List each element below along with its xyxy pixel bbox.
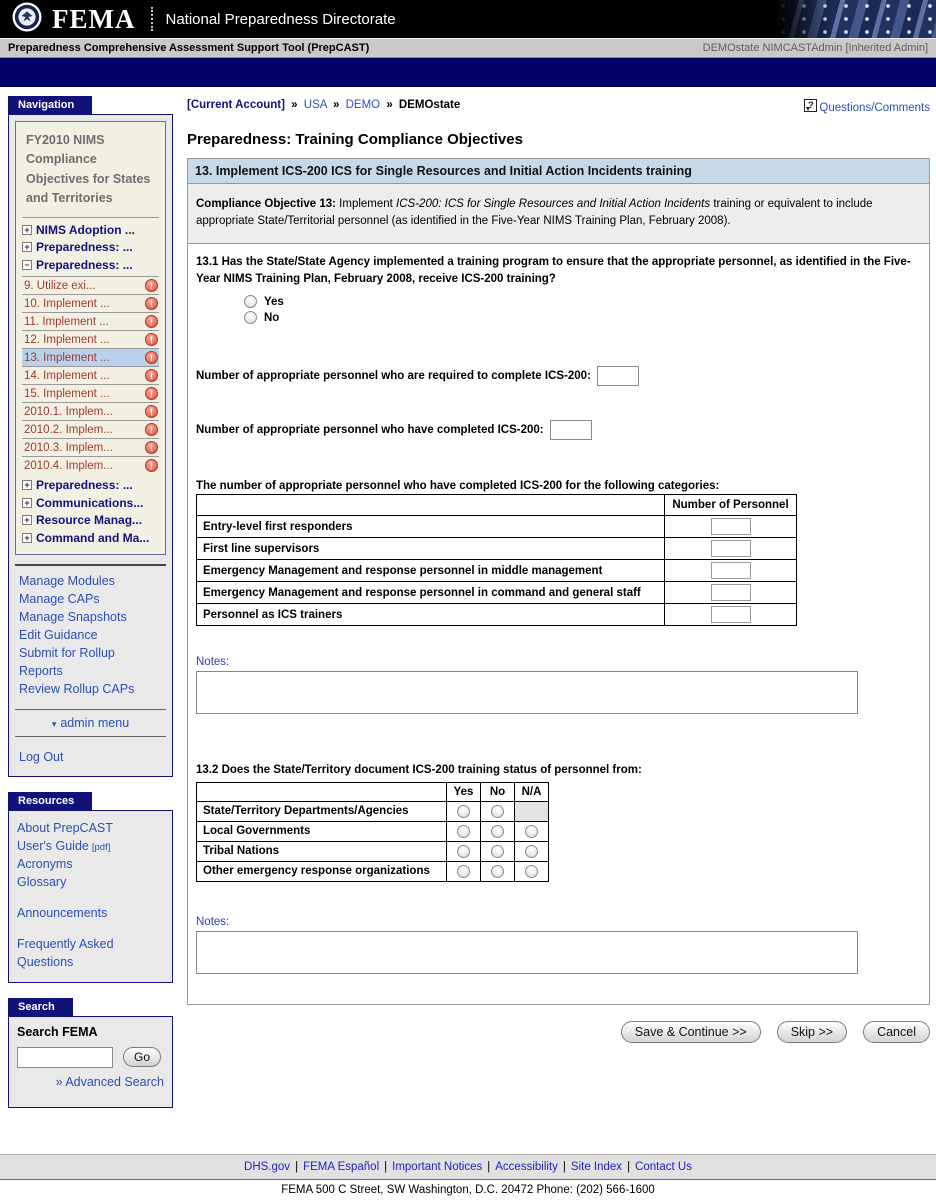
footer-link-notices[interactable]: Important Notices: [392, 1160, 483, 1173]
section-header: 13. Implement ICS-200 ICS for Single Resources and Initial Action Incidents training: [188, 159, 929, 184]
alert-icon: !: [145, 459, 158, 472]
page-title: Preparedness: Training Compliance Objectives: [187, 131, 523, 148]
expand-icon[interactable]: +: [22, 242, 32, 252]
resources-tab-header: Resources: [8, 792, 92, 810]
sidebar: [8, 95, 173, 1108]
documentation-table: [196, 782, 549, 882]
tree-item-14[interactable]: 14. Implement ... !: [22, 366, 159, 384]
tree-item-2010-2[interactable]: 2010.2. Implem... !: [22, 420, 159, 438]
footer-address: FEMA 500 C Street, SW Washington, D.C. 20472 Phone: (202) 566-1600: [281, 1183, 655, 1196]
tree-group-nims-adoption[interactable]: + NIMS Adoption ...: [22, 222, 159, 240]
alert-icon: !: [145, 351, 158, 364]
app-bar: [0, 38, 936, 58]
sidebar-link-manage-snapshots[interactable]: Manage Snapshots: [19, 609, 127, 624]
radio-tribal-na[interactable]: [525, 845, 538, 858]
table-row: Entry-level first responders: [197, 516, 797, 538]
breadcrumb-current-page: DEMOstate: [398, 99, 461, 111]
alert-icon: !: [145, 423, 158, 436]
flag-image: [776, 0, 936, 38]
resources-link-users-guide[interactable]: User's Guide: [17, 838, 89, 853]
advanced-search-link[interactable]: Advanced Search: [65, 1074, 164, 1089]
alert-icon: !: [145, 387, 158, 400]
radio-other-yes[interactable]: [457, 865, 470, 878]
command-general-staff-input[interactable]: [711, 584, 751, 601]
table-row: Local Governments: [197, 821, 549, 841]
sidebar-link-edit-guidance[interactable]: Edit Guidance: [19, 628, 98, 643]
cancel-button[interactable]: Cancel: [863, 1021, 930, 1043]
number-of-personnel-header: Number of Personnel: [665, 495, 797, 516]
footer-link-site-index[interactable]: Site Index: [570, 1160, 623, 1173]
footer-links-bar: DHS.gov | FEMA Español | Important Notices | Accessibility | Site Index | Contact Us: [0, 1154, 936, 1180]
skip-button[interactable]: Skip >>: [777, 1021, 847, 1043]
tree-item-2010-3[interactable]: 2010.3. Implem... !: [22, 438, 159, 456]
breadcrumb-current-account[interactable]: [Current Account]: [187, 99, 285, 111]
resources-link-announcements[interactable]: Announcements: [17, 906, 108, 921]
radio-other-no[interactable]: [491, 865, 504, 878]
footer-link-espanol[interactable]: FEMA Español: [303, 1160, 380, 1173]
tree-group-command-management[interactable]: + Command and Ma...: [22, 530, 159, 548]
radio-yes[interactable]: [244, 295, 257, 308]
search-input[interactable]: [17, 1047, 113, 1068]
advanced-arrow-icon: »: [55, 1074, 63, 1089]
categories-table: [196, 494, 797, 626]
tree-item-2010-4[interactable]: 2010.4. Implem... !: [22, 456, 159, 474]
question-13-1-text: 13.1 Has the State/State Agency implemented a training program to ensure that the appropriate personnel, as identified in the Five-Year NIMS Training Plan, February 2008, receive ICS-200 training?: [196, 255, 911, 286]
tree-group-preparedness-1[interactable]: + Preparedness: ...: [22, 239, 159, 257]
radio-no[interactable]: [244, 311, 257, 324]
objective-section: [187, 158, 930, 1005]
col-header-no: No: [481, 782, 515, 801]
radio-local-na[interactable]: [525, 825, 538, 838]
navigation-box: [8, 114, 173, 777]
radio-local-no[interactable]: [491, 825, 504, 838]
header-divider: [151, 7, 153, 31]
expand-icon[interactable]: +: [22, 498, 32, 508]
table-row: First line supervisors: [197, 538, 797, 560]
site-header: [0, 0, 936, 38]
radio-state-yes[interactable]: [457, 805, 470, 818]
alert-icon: !: [145, 333, 158, 346]
tree-group-communications[interactable]: + Communications...: [22, 495, 159, 513]
site-footer: [0, 1154, 936, 1202]
alert-icon: !: [145, 315, 158, 328]
footer-link-contact[interactable]: Contact Us: [635, 1160, 692, 1173]
tree-item-13-selected[interactable]: 13. Implement ... !: [22, 348, 159, 366]
main-content: [187, 95, 930, 1043]
table-row: Other emergency response organizations: [197, 861, 549, 881]
tree-item-10[interactable]: 10. Implement ... !: [22, 294, 159, 312]
app-title: Preparedness Comprehensive Assessment Support Tool (PrepCAST): [8, 42, 370, 54]
resources-link-glossary[interactable]: Glossary: [17, 875, 67, 890]
table-row: State/Territory Departments/Agencies: [197, 801, 549, 821]
search-heading: Search FEMA: [17, 1024, 98, 1039]
radio-state-no[interactable]: [491, 805, 504, 818]
middle-management-input[interactable]: [711, 562, 751, 579]
breadcrumb-demo[interactable]: DEMO: [345, 99, 381, 111]
ics-trainers-input[interactable]: [711, 606, 751, 623]
tree-group-preparedness-2[interactable]: − Preparedness: ...: [22, 257, 159, 277]
compliance-objective: Compliance Objective 13: Implement ICS-200: ICS for Single Resources and Initial Action Incidents training or equivalent to include appropriate State/Territorial personnel (as identified in the Five-Year NIMS Training Plan, February 2008).: [188, 184, 929, 244]
admin-menu-toggle[interactable]: ▾ admin menu: [15, 709, 166, 737]
expand-icon[interactable]: +: [22, 533, 32, 543]
breadcrumb: [Current Account] » USA » DEMO » DEMOstate: [187, 99, 461, 111]
table-row: Tribal Nations: [197, 841, 549, 861]
expand-icon[interactable]: +: [22, 225, 32, 235]
alert-icon: !: [145, 369, 158, 382]
table-row: Personnel as ICS trainers: [197, 604, 797, 626]
footer-link-dhs[interactable]: DHS.gov: [244, 1160, 291, 1173]
notes-textarea-1[interactable]: [196, 671, 858, 714]
alert-icon: !: [145, 279, 158, 292]
objectives-tree: [15, 121, 166, 555]
question-bubble-icon: ?: [804, 99, 817, 112]
completed-personnel-label: Number of appropriate personnel who have completed ICS-200:: [196, 424, 544, 437]
radio-local-yes[interactable]: [457, 825, 470, 838]
question-13-2-text: 13.2 Does the State/Territory document ICS-200 training status of personnel from:: [196, 764, 642, 777]
tree-item-9[interactable]: 9. Utilize exi... !: [22, 276, 159, 294]
resources-box: [8, 810, 173, 983]
logged-in-user: DEMOstate NIMCASTAdmin [Inherited Admin]: [702, 42, 928, 54]
required-personnel-label: Number of appropriate personnel who are required to complete ICS-200:: [196, 370, 591, 383]
sidebar-link-reports[interactable]: Reports: [19, 664, 63, 679]
collapse-icon[interactable]: −: [22, 260, 32, 270]
fema-logo: FEMA: [52, 3, 136, 34]
chevron-down-icon: ▾: [51, 718, 57, 729]
directorate-title: National Preparedness Directorate: [165, 10, 396, 28]
radio-tribal-no[interactable]: [491, 845, 504, 858]
entry-level-input[interactable]: [711, 518, 751, 535]
notes-label-2: Notes:: [196, 915, 230, 928]
tree-group-preparedness-3[interactable]: + Preparedness: ...: [22, 477, 159, 495]
radio-other-na[interactable]: [525, 865, 538, 878]
table-row: Emergency Management and response personnel in command and general staff: [197, 582, 797, 604]
admin-links: [15, 564, 166, 703]
expand-icon[interactable]: +: [22, 480, 32, 490]
sidebar-link-submit-rollup[interactable]: Submit for Rollup: [19, 646, 115, 661]
required-personnel-input[interactable]: [597, 366, 639, 386]
sidebar-link-manage-modules[interactable]: Manage Modules: [19, 573, 115, 588]
tree-item-2010-1[interactable]: 2010.1. Implem... !: [22, 402, 159, 420]
col-header-yes: Yes: [447, 782, 481, 801]
save-continue-button[interactable]: Save & Continue >>: [621, 1021, 761, 1043]
sidebar-link-manage-caps[interactable]: Manage CAPs: [19, 591, 100, 606]
logout-link[interactable]: Log Out: [19, 749, 64, 764]
tree-item-11[interactable]: 11. Implement ... !: [22, 312, 159, 330]
radio-tribal-yes[interactable]: [457, 845, 470, 858]
alert-icon: !: [145, 405, 158, 418]
completed-personnel-input[interactable]: [550, 420, 592, 440]
pdf-tag: [pdf]: [91, 841, 111, 853]
alert-icon: !: [145, 297, 158, 310]
alert-icon: !: [145, 441, 158, 454]
footer-link-accessibility[interactable]: Accessibility: [495, 1160, 558, 1173]
table-row: Emergency Management and response personnel in middle management: [197, 560, 797, 582]
tree-item-12[interactable]: 12. Implement ... !: [22, 330, 159, 348]
navy-band: [0, 58, 936, 87]
breadcrumb-usa[interactable]: USA: [303, 99, 327, 111]
question-13-1-options: Yes No: [244, 295, 921, 324]
search-tab-header: Search: [8, 998, 73, 1016]
tree-title: FY2010 NIMS Compliance Objectives for States and Territories: [22, 129, 159, 218]
notes-label-1: Notes:: [196, 656, 230, 669]
resources-link-about[interactable]: About PrepCAST: [17, 820, 113, 835]
first-line-input[interactable]: [711, 540, 751, 557]
search-go-button[interactable]: Go: [123, 1047, 161, 1067]
categories-heading: The number of appropriate personnel who have completed ICS-200 for the following categories:: [196, 480, 720, 493]
dhs-seal-icon: [12, 2, 42, 37]
sidebar-link-review-rollup-caps[interactable]: Review Rollup CAPs: [19, 682, 135, 697]
questions-comments-link[interactable]: Questions/Comments: [819, 102, 930, 114]
navigation-tab-header: Navigation: [8, 96, 92, 114]
resources-link-faq[interactable]: Frequently Asked Questions: [17, 937, 114, 970]
notes-textarea-2[interactable]: [196, 931, 858, 974]
resources-link-acronyms[interactable]: Acronyms: [17, 856, 73, 871]
col-header-na: N/A: [515, 782, 549, 801]
na-disabled-cell: [515, 801, 549, 821]
action-buttons: [187, 1021, 930, 1043]
tree-group-resource-management[interactable]: + Resource Manag...: [22, 512, 159, 530]
expand-icon[interactable]: +: [22, 515, 32, 525]
tree-item-15[interactable]: 15. Implement ... !: [22, 384, 159, 402]
